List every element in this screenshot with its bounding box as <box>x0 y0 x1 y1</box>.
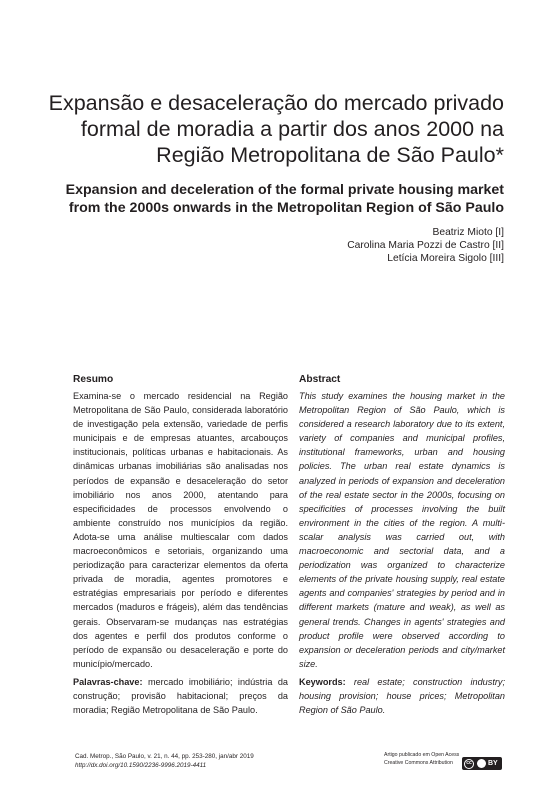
resumo-keywords <box>73 675 288 717</box>
author-name: Letícia Moreira Sigolo [III] <box>387 253 504 265</box>
author-name: Beatriz Mioto [I] <box>432 227 504 238</box>
resumo-section <box>73 373 288 717</box>
abstract-keywords <box>299 675 505 717</box>
person-icon <box>477 759 486 768</box>
cc-icon: cc <box>464 759 474 769</box>
doi-link[interactable]: http://dx.doi.org/10.1590/2236-9996.2019-4411 <box>75 762 207 770</box>
resumo-keywords-text: mercado imobiliário; indústria da construção; provisão habitacional; preços da moradia; Região Metropolitana de São Paulo. <box>73 676 288 716</box>
creative-commons-by-icon <box>462 757 502 770</box>
resumo-keywords-label: Palavras-chave: <box>73 676 143 687</box>
resumo-heading: Resumo <box>73 374 114 385</box>
abstract-section <box>299 373 505 717</box>
abstract-text: This study examines the housing market in the Metropolitan Region of São Paulo, which is considered a research laboratory due to its extent, variety of companies and municipal profiles, institutional frameworks, urban and housing policies. The urban real estate dynamics is analyzed in periods of expansion and deceleration of the real estate sector in the 2000s, focusing on specificities of processes involving the built environment in the cities of the region. A multi-scalar analysis was carried out, with macroeconomic and sectorial data, and a periodization was organized to characterize elements of the private housing supply, real estate agents and companies' strategies by period and in different markets (mature and weak), as well as general trends. Changes in agents' strategies and product profile were observed according to expansion or deceleration periods and city/market size. <box>299 391 505 669</box>
resumo-text: Examina-se o mercado residencial na Região Metropolitana de São Paulo, considerada laboratório de investigação pela extensão, variedade de perfis municipais e de empresas atuantes, arcabouços institucionais, políticas urbanas e habitacionais. As dinâmicas urbanas imobiliárias são analisadas nos períodos de expansão e desaceleração do setor imobiliário nos anos 2000, atentando para especificidades de processos envolvendo o ambiente construído nos municípios da região. Adota-se uma análise multiescalar com dados macroeconômicos e setoriais, organizando uma periodização para caracterizar elementos da oferta privada de moradia, agentes promotores e estratégias empresariais por período e diferentes mercados (maduros e frágeis), além das tendências gerais. Observaram-se mudanças nas estratégias dos agentes e perfil dos produtos conforme o período de expansão ou desaceleração e porte do município/mercado. <box>73 391 288 669</box>
license-line: Artigo publicado em Open Acess <box>384 752 460 758</box>
citation-text: Cad. Metrop., São Paulo, v. 21, n. 44, pp. 253-280, jan/abr 2019 <box>75 753 254 760</box>
by-label: BY <box>488 760 498 767</box>
article-title-portuguese: Expansão e desaceleração do mercado privado formal de moradia a partir dos anos 2000 na Região Metropolitana de São Paulo* <box>48 91 504 167</box>
article-title-english: Expansion and deceleration of the formal private housing market from the 2000s onwards in the Metropolitan Region of São Paulo <box>65 182 504 216</box>
abstract-keywords-label: Keywords: <box>299 676 346 687</box>
abstract-heading: Abstract <box>299 374 341 385</box>
abstract-keywords-text: real estate; construction industry; housing provision; house prices; Metropolitan Region of São Paulo. <box>299 676 505 716</box>
citation-footer <box>75 752 254 770</box>
license-line: Creative Commons Attribution <box>384 759 453 766</box>
license-note <box>384 752 459 767</box>
author-list <box>204 226 504 266</box>
author-name: Carolina Maria Pozzi de Castro [II] <box>347 240 504 252</box>
